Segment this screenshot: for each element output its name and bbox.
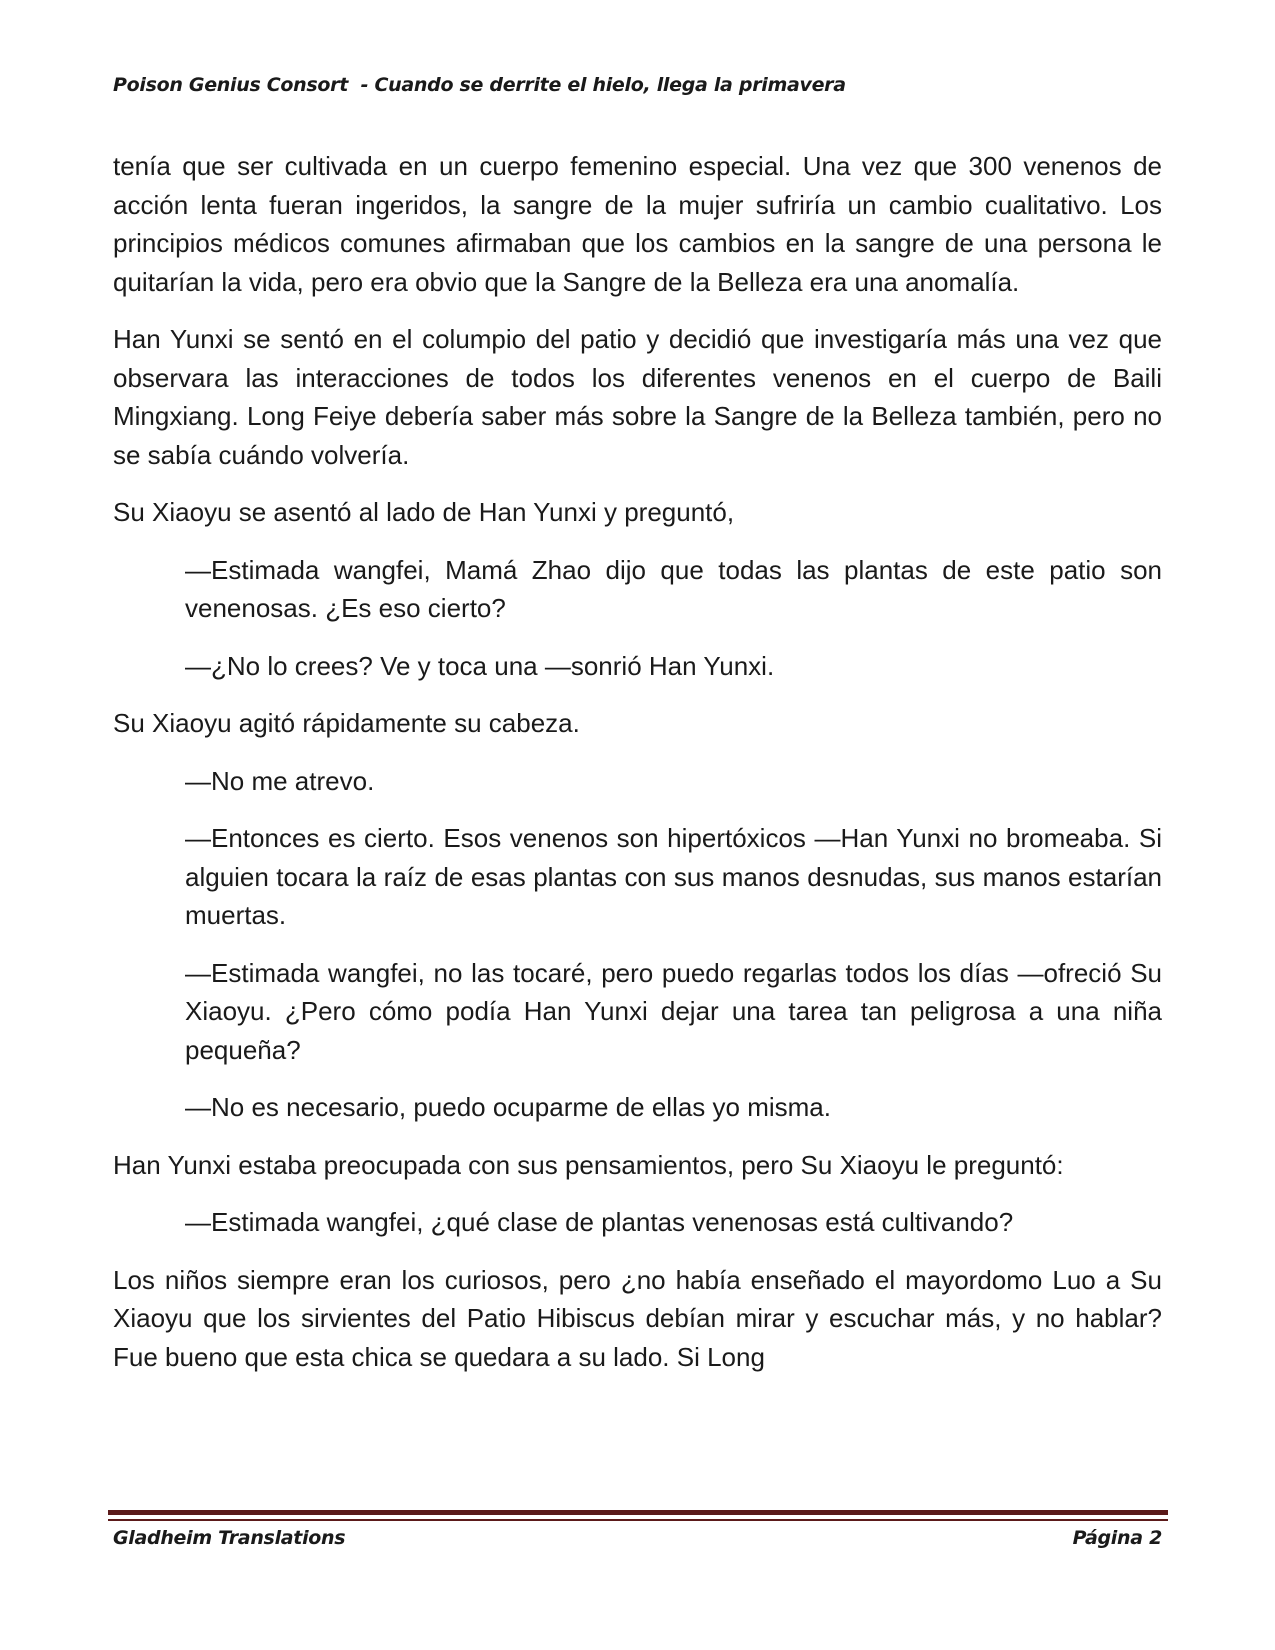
document-body (113, 147, 1162, 1491)
footer-rule-thin (108, 1519, 1168, 1521)
paragraph: Han Yunxi estaba preocupada con sus pensamientos, pero Su Xiaoyu le preguntó: (113, 1149, 1064, 1180)
paragraph: tenía que ser cultivada en un cuerpo femenino especial. Una vez que 300 venenos de acción lenta fueran ingeridos, la sangre de la mujer sufriría un cambio cualitativo. Los principios médicos comunes afirmaban que los cambios en la sangre de una persona le quitarían la vida, pero era obvio que la Sangre de la Belleza era una anomalía. (113, 151, 1162, 297)
dialogue-paragraph: —Estimada wangfei, Mamá Zhao dijo que todas las plantas de este patio son venenosas. ¿Es eso cierto? (185, 554, 1162, 623)
page-number: Página 2 (1072, 1527, 1162, 1549)
paragraph: Han Yunxi se sentó en el columpio del patio y decidió que investigaría más una vez que observara las interacciones de todos los diferentes venenos en el cuerpo de Baili Mingxiang. Long Feiye debería saber más sobre la Sangre de la Belleza también, pero no se sabía cuándo volvería. (113, 324, 1162, 470)
paragraph: Su Xiaoyu se asentó al lado de Han Yunxi y preguntó, (113, 497, 735, 527)
footer-publisher: Gladheim Translations (113, 1527, 346, 1549)
dialogue-paragraph: —Estimada wangfei, ¿qué clase de plantas venenosas está cultivando? (185, 1207, 1014, 1237)
footer-rule-thick (108, 1510, 1168, 1515)
paragraph: Los niños siempre eran los curiosos, pero ¿no había enseñado el mayordomo Luo a Su Xiaoyu que los sirvientes del Patio Hibiscus debían mirar y escuchar más, y no hablar? Fue bueno que esta chica se quedara a su lado. Si Long (113, 1264, 1162, 1372)
dialogue-paragraph: —No es necesario, puedo ocuparme de ellas yo misma. (185, 1092, 831, 1122)
dialogue-paragraph: —No me atrevo. (185, 765, 375, 796)
body-clip (113, 147, 1162, 1491)
dialogue-paragraph: —Entonces es cierto. Esos venenos son hipertóxicos —Han Yunxi no bromeaba. Si alguien tocara la raíz de esas plantas con sus manos desnudas, sus manos estarían muertas. (185, 823, 1162, 930)
dialogue-paragraph: —¿No lo crees? Ve y toca una —sonrió Han Yunxi. (185, 650, 775, 681)
dialogue-paragraph: —Estimada wangfei, no las tocaré, pero puedo regarlas todos los días —ofreció Su Xiaoyu. ¿Pero cómo podía Han Yunxi dejar una tarea tan peligrosa a una niña pequeña? (185, 957, 1162, 1065)
page-header: Poison Genius Consort - Cuando se derrite el hielo, llega la primavera (113, 74, 846, 96)
paragraph: Su Xiaoyu agitó rápidamente su cabeza. (113, 708, 580, 738)
